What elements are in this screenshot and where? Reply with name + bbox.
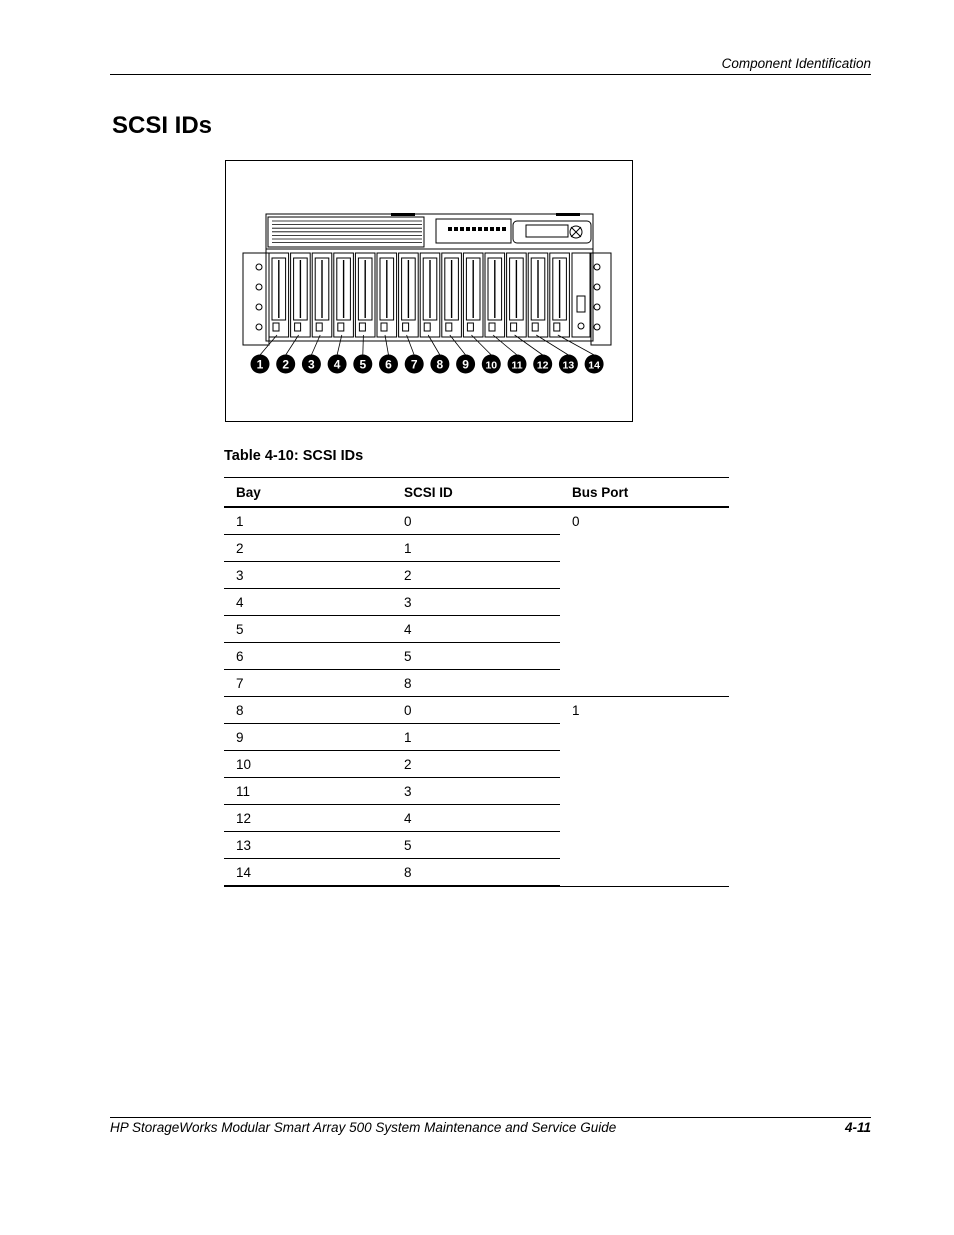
cell-bay: 8 bbox=[224, 697, 392, 724]
drive-led bbox=[424, 323, 430, 331]
port-pin bbox=[478, 227, 482, 231]
callout-leader bbox=[407, 335, 415, 355]
cell-scsi-id: 1 bbox=[392, 535, 560, 562]
top-label bbox=[391, 213, 415, 216]
callout-leader bbox=[428, 335, 440, 355]
port-pin bbox=[484, 227, 488, 231]
cell-bus-port: 1 bbox=[560, 697, 729, 887]
callout-label: 11 bbox=[511, 359, 523, 372]
side-module-slot bbox=[577, 296, 585, 312]
drive-led bbox=[467, 323, 473, 331]
drive-led bbox=[338, 323, 344, 331]
table-header-row bbox=[224, 478, 729, 508]
drive-led bbox=[295, 323, 301, 331]
mounting-hole bbox=[256, 284, 262, 290]
cell-bay: 3 bbox=[224, 562, 392, 589]
scsi-id-table bbox=[224, 477, 729, 887]
cell-bay: 7 bbox=[224, 670, 392, 697]
cell-bay: 9 bbox=[224, 724, 392, 751]
cell-scsi-id: 0 bbox=[392, 507, 560, 535]
cell-scsi-id: 8 bbox=[392, 859, 560, 887]
callout-leader bbox=[311, 335, 320, 355]
cell-bay: 13 bbox=[224, 832, 392, 859]
callout-leader bbox=[337, 335, 342, 355]
callout-label: 8 bbox=[436, 357, 444, 372]
callout-label: 10 bbox=[485, 359, 498, 372]
callout-leader bbox=[385, 335, 389, 355]
footer-rule bbox=[110, 1117, 871, 1118]
cell-scsi-id: 4 bbox=[392, 805, 560, 832]
drive-led bbox=[359, 323, 365, 331]
port-pin bbox=[496, 227, 500, 231]
table-caption: Table 4-10: SCSI IDs bbox=[224, 448, 364, 464]
mounting-hole bbox=[594, 304, 600, 310]
cell-bay: 4 bbox=[224, 589, 392, 616]
table-row bbox=[224, 697, 729, 724]
top-label bbox=[556, 213, 580, 216]
cell-scsi-id: 5 bbox=[392, 832, 560, 859]
callout-label: 3 bbox=[308, 357, 315, 372]
cell-scsi-id: 2 bbox=[392, 751, 560, 778]
mounting-hole bbox=[594, 324, 600, 330]
callout-leader bbox=[471, 335, 491, 355]
drive-led bbox=[273, 323, 279, 331]
callout-label: 4 bbox=[333, 357, 341, 372]
cell-bay: 1 bbox=[224, 507, 392, 535]
drive-led bbox=[511, 323, 517, 331]
drive-led bbox=[381, 323, 387, 331]
callout-label: 14 bbox=[588, 359, 600, 372]
port-pin bbox=[490, 227, 494, 231]
cell-bay: 12 bbox=[224, 805, 392, 832]
callout-leader bbox=[286, 335, 299, 355]
cell-scsi-id: 5 bbox=[392, 643, 560, 670]
enclosure-figure bbox=[225, 160, 633, 422]
callout-label: 2 bbox=[282, 357, 290, 372]
drive-led bbox=[403, 323, 409, 331]
mounting-hole bbox=[594, 264, 600, 270]
side-module-led bbox=[578, 323, 584, 329]
drive-led bbox=[316, 323, 322, 331]
port-pin bbox=[466, 227, 470, 231]
callout-label: 7 bbox=[410, 357, 418, 372]
cell-bay: 6 bbox=[224, 643, 392, 670]
lcd-module bbox=[513, 221, 591, 243]
cell-bay: 11 bbox=[224, 778, 392, 805]
callout-label: 12 bbox=[536, 359, 549, 372]
drive-led bbox=[554, 323, 560, 331]
side-module bbox=[572, 253, 590, 337]
header-rule bbox=[110, 74, 871, 75]
cell-scsi-id: 0 bbox=[392, 697, 560, 724]
mounting-hole bbox=[594, 284, 600, 290]
cell-scsi-id: 2 bbox=[392, 562, 560, 589]
callout-label: 13 bbox=[562, 359, 575, 372]
port-pin bbox=[448, 227, 452, 231]
cell-bay: 14 bbox=[224, 859, 392, 887]
column-header-bus-port: Bus Port bbox=[560, 478, 729, 508]
callout-label: 1 bbox=[256, 357, 264, 372]
column-header-scsi-id: SCSI ID bbox=[392, 478, 560, 508]
cell-scsi-id: 3 bbox=[392, 589, 560, 616]
callout-leader bbox=[450, 335, 466, 355]
port-pin bbox=[502, 227, 506, 231]
footer-page-number: 4-11 bbox=[844, 1120, 871, 1135]
lcd-screen bbox=[526, 225, 568, 237]
callout-leader bbox=[515, 335, 543, 355]
cell-scsi-id: 8 bbox=[392, 670, 560, 697]
port-pin bbox=[454, 227, 458, 231]
cell-bay: 5 bbox=[224, 616, 392, 643]
footer-guide-title: HP StorageWorks Modular Smart Array 500 System Maintenance and Service Guide bbox=[110, 1120, 617, 1135]
callout-leader bbox=[493, 335, 517, 355]
callout-label: 9 bbox=[462, 357, 469, 372]
cell-scsi-id: 3 bbox=[392, 778, 560, 805]
table-row bbox=[224, 507, 729, 535]
callout-label: 6 bbox=[385, 357, 392, 372]
callout-leader bbox=[363, 335, 364, 355]
drive-led bbox=[446, 323, 452, 331]
mounting-hole bbox=[256, 324, 262, 330]
mounting-hole bbox=[256, 304, 262, 310]
running-header: Component Identification bbox=[721, 56, 871, 71]
port-pin bbox=[460, 227, 464, 231]
cell-scsi-id: 4 bbox=[392, 616, 560, 643]
cell-bay: 10 bbox=[224, 751, 392, 778]
page-title: SCSI IDs bbox=[112, 112, 213, 139]
enclosure-drawing bbox=[226, 161, 634, 423]
mounting-hole bbox=[256, 264, 262, 270]
drive-led bbox=[532, 323, 538, 331]
cell-bay: 2 bbox=[224, 535, 392, 562]
callout-label: 5 bbox=[359, 357, 367, 372]
port-pin bbox=[472, 227, 476, 231]
column-header-bay: Bay bbox=[224, 478, 392, 508]
drive-led bbox=[489, 323, 495, 331]
table-body bbox=[224, 507, 729, 886]
cell-bus-port: 0 bbox=[560, 507, 729, 697]
cell-scsi-id: 1 bbox=[392, 724, 560, 751]
